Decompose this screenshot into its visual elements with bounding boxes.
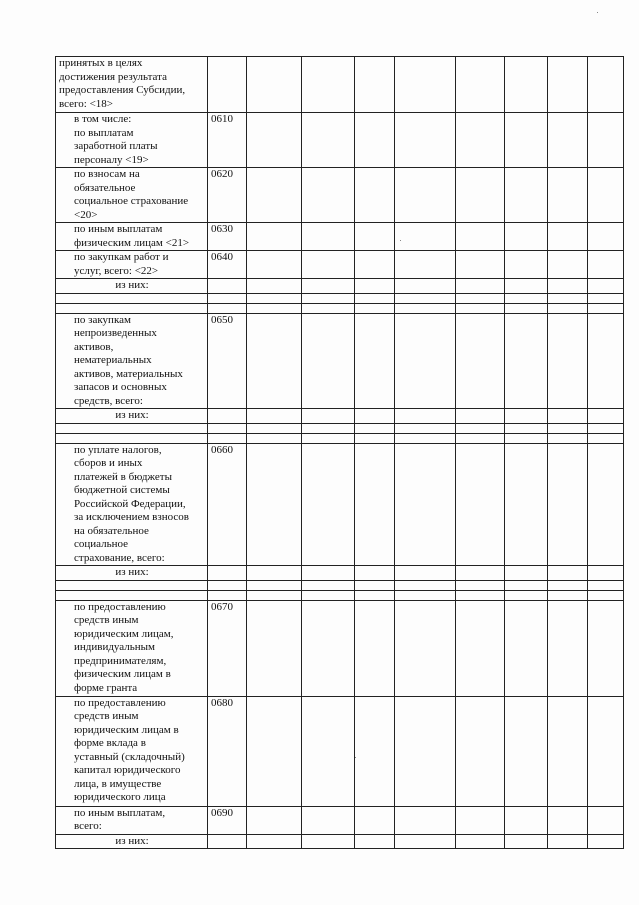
value-cell: [355, 57, 395, 113]
table-row: [56, 834, 624, 849]
value-cell: [302, 590, 355, 600]
table-row: [56, 806, 624, 834]
value-cell: [247, 251, 302, 279]
row-code: 0620: [208, 168, 247, 223]
value-cell: [395, 57, 456, 113]
value-cell: [456, 57, 505, 113]
value-cell: [588, 57, 624, 113]
value-cell: [588, 696, 624, 806]
row-name: из них:: [115, 834, 149, 847]
row-name-cell: [56, 303, 208, 313]
table-row: [56, 423, 624, 433]
value-cell: [355, 293, 395, 303]
value-cell: [395, 566, 456, 581]
value-cell: [588, 834, 624, 849]
row-name: из них:: [115, 279, 149, 291]
value-cell: [302, 313, 355, 409]
value-cell: [456, 590, 505, 600]
row-name-cell: [56, 313, 208, 409]
value-cell: [588, 409, 624, 424]
value-cell: [355, 251, 395, 279]
value-cell: [355, 834, 395, 849]
value-cell: [247, 223, 302, 251]
value-cell: [395, 251, 456, 279]
value-cell: [505, 303, 548, 313]
table-row: [56, 279, 624, 294]
value-cell: [247, 600, 302, 696]
row-code: [208, 57, 247, 113]
value-cell: [355, 590, 395, 600]
value-cell: [588, 580, 624, 590]
row-name-cell: [56, 696, 208, 806]
value-cell: [548, 600, 588, 696]
value-cell: [548, 834, 588, 849]
value-cell: [456, 313, 505, 409]
value-cell: [505, 433, 548, 443]
value-cell: [302, 279, 355, 294]
value-cell: [505, 580, 548, 590]
value-cell: [395, 443, 456, 566]
scan-speck: [597, 12, 598, 13]
row-name-cell: [56, 580, 208, 590]
table-row: [56, 303, 624, 313]
row-code: [208, 293, 247, 303]
table-row: [56, 590, 624, 600]
value-cell: [247, 834, 302, 849]
value-cell: [247, 423, 302, 433]
value-cell: [456, 696, 505, 806]
value-cell: [302, 409, 355, 424]
value-cell: [395, 590, 456, 600]
value-cell: [505, 313, 548, 409]
row-name-cell: [56, 590, 208, 600]
row-name-cell: [56, 113, 208, 168]
value-cell: [302, 566, 355, 581]
value-cell: [247, 313, 302, 409]
value-cell: [395, 293, 456, 303]
value-cell: [456, 303, 505, 313]
row-name: из них:: [115, 409, 149, 421]
value-cell: [355, 433, 395, 443]
value-cell: [395, 168, 456, 223]
value-cell: [505, 168, 548, 223]
scan-speck: [355, 757, 356, 758]
value-cell: [548, 580, 588, 590]
value-cell: [456, 600, 505, 696]
value-cell: [548, 57, 588, 113]
value-cell: [247, 696, 302, 806]
value-cell: [247, 303, 302, 313]
value-cell: [302, 223, 355, 251]
value-cell: [505, 806, 548, 834]
value-cell: [505, 566, 548, 581]
value-cell: [355, 409, 395, 424]
row-name-cell: [56, 223, 208, 251]
value-cell: [395, 313, 456, 409]
value-cell: [247, 113, 302, 168]
value-cell: [548, 433, 588, 443]
value-cell: [548, 409, 588, 424]
row-code: 0680: [208, 696, 247, 806]
value-cell: [588, 566, 624, 581]
value-cell: [505, 223, 548, 251]
value-cell: [395, 423, 456, 433]
value-cell: [247, 806, 302, 834]
value-cell: [548, 443, 588, 566]
value-cell: [302, 806, 355, 834]
value-cell: [548, 696, 588, 806]
value-cell: [505, 600, 548, 696]
value-cell: [505, 696, 548, 806]
row-name: по иным выплатам, всего:: [74, 806, 166, 832]
row-name-cell: [56, 279, 208, 294]
value-cell: [548, 590, 588, 600]
value-cell: [302, 57, 355, 113]
table-row: [56, 293, 624, 303]
row-code: [208, 834, 247, 849]
value-cell: [247, 409, 302, 424]
row-code: [208, 566, 247, 581]
value-cell: [588, 590, 624, 600]
table-row: [56, 57, 624, 113]
row-name-cell: [56, 566, 208, 581]
value-cell: [302, 600, 355, 696]
value-cell: [395, 409, 456, 424]
value-cell: [456, 566, 505, 581]
table-row: [56, 443, 624, 566]
row-name: по взносам на обязательное социальное страхование <20>: [74, 168, 189, 221]
row-name: по предоставлению средств иным юридическим лицам в форме вклада в уставный (складочный) капитал юридического лица, в имуществе юридического лица: [74, 696, 185, 803]
value-cell: [302, 168, 355, 223]
value-cell: [548, 566, 588, 581]
value-cell: [355, 113, 395, 168]
value-cell: [548, 223, 588, 251]
value-cell: [588, 806, 624, 834]
row-name-cell: [56, 433, 208, 443]
value-cell: [588, 423, 624, 433]
value-cell: [548, 293, 588, 303]
value-cell: [505, 443, 548, 566]
value-cell: [355, 303, 395, 313]
value-cell: [302, 113, 355, 168]
row-name-cell: [56, 409, 208, 424]
value-cell: [355, 443, 395, 566]
value-cell: [505, 251, 548, 279]
value-cell: [355, 223, 395, 251]
value-cell: [588, 223, 624, 251]
row-code: [208, 433, 247, 443]
value-cell: [456, 433, 505, 443]
row-name: в том числе: по выплатам заработной платы персоналу <19>: [74, 113, 158, 166]
table-row: [56, 223, 624, 251]
value-cell: [548, 279, 588, 294]
row-name-cell: [56, 293, 208, 303]
value-cell: [247, 590, 302, 600]
value-cell: [548, 423, 588, 433]
value-cell: [355, 696, 395, 806]
row-name: по иным выплатам физическим лицам <21>: [74, 223, 190, 249]
value-cell: [302, 423, 355, 433]
value-cell: [456, 443, 505, 566]
row-name: из них:: [115, 566, 149, 578]
table-row: [56, 600, 624, 696]
table-row: [56, 409, 624, 424]
value-cell: [456, 409, 505, 424]
value-cell: [588, 251, 624, 279]
value-cell: [505, 113, 548, 168]
value-cell: [302, 834, 355, 849]
value-cell: [588, 293, 624, 303]
table-row: [56, 433, 624, 443]
value-cell: [355, 423, 395, 433]
value-cell: [548, 113, 588, 168]
value-cell: [247, 580, 302, 590]
row-name-cell: [56, 600, 208, 696]
row-name: по закупкам работ и услуг, всего: <22>: [74, 251, 169, 277]
value-cell: [395, 303, 456, 313]
value-cell: [302, 251, 355, 279]
row-code: 0610: [208, 113, 247, 168]
value-cell: [247, 443, 302, 566]
value-cell: [456, 806, 505, 834]
row-code: [208, 590, 247, 600]
value-cell: [548, 303, 588, 313]
value-cell: [395, 433, 456, 443]
value-cell: [588, 600, 624, 696]
value-cell: [548, 313, 588, 409]
row-code: [208, 303, 247, 313]
value-cell: [247, 168, 302, 223]
value-cell: [456, 223, 505, 251]
value-cell: [355, 279, 395, 294]
value-cell: [588, 303, 624, 313]
value-cell: [247, 57, 302, 113]
value-cell: [456, 113, 505, 168]
value-cell: [456, 423, 505, 433]
value-cell: [588, 279, 624, 294]
value-cell: [456, 293, 505, 303]
value-cell: [395, 279, 456, 294]
value-cell: [505, 293, 548, 303]
row-code: [208, 409, 247, 424]
value-cell: [395, 113, 456, 168]
value-cell: [247, 566, 302, 581]
value-cell: [247, 433, 302, 443]
value-cell: [548, 806, 588, 834]
row-code: 0660: [208, 443, 247, 566]
row-code: 0630: [208, 223, 247, 251]
row-name-cell: [56, 423, 208, 433]
row-code: 0640: [208, 251, 247, 279]
value-cell: [505, 409, 548, 424]
row-name-cell: [56, 168, 208, 223]
row-name-cell: [56, 57, 208, 113]
row-code: [208, 279, 247, 294]
table-row: [56, 168, 624, 223]
value-cell: [395, 580, 456, 590]
table-row: [56, 113, 624, 168]
value-cell: [395, 696, 456, 806]
value-cell: [505, 423, 548, 433]
value-cell: [302, 696, 355, 806]
value-cell: [247, 293, 302, 303]
scan-speck: [400, 240, 401, 241]
value-cell: [302, 303, 355, 313]
table-row: [56, 566, 624, 581]
value-cell: [302, 293, 355, 303]
value-cell: [456, 834, 505, 849]
value-cell: [302, 443, 355, 566]
value-cell: [588, 168, 624, 223]
value-cell: [456, 279, 505, 294]
row-name-cell: [56, 806, 208, 834]
value-cell: [355, 600, 395, 696]
row-code: 0690: [208, 806, 247, 834]
table-row: [56, 313, 624, 409]
value-cell: [395, 834, 456, 849]
value-cell: [588, 113, 624, 168]
value-cell: [395, 223, 456, 251]
value-cell: [548, 251, 588, 279]
value-cell: [456, 251, 505, 279]
value-cell: [505, 834, 548, 849]
value-cell: [302, 580, 355, 590]
value-cell: [505, 279, 548, 294]
row-code: [208, 580, 247, 590]
value-cell: [588, 443, 624, 566]
value-cell: [247, 279, 302, 294]
row-name-cell: [56, 251, 208, 279]
row-code: [208, 423, 247, 433]
row-name-cell: [56, 443, 208, 566]
row-name: по закупкам непроизведенных активов, нематериальных активов, материальных запасов и основных средств, всего:: [74, 313, 183, 407]
value-cell: [505, 590, 548, 600]
value-cell: [355, 580, 395, 590]
row-name: принятых в целях достижения результата предоставления Субсидии, всего: <18>: [59, 57, 186, 110]
value-cell: [302, 433, 355, 443]
value-cell: [588, 313, 624, 409]
table-row: [56, 696, 624, 806]
row-code: 0670: [208, 600, 247, 696]
value-cell: [355, 313, 395, 409]
table-row: [56, 251, 624, 279]
row-code: 0650: [208, 313, 247, 409]
value-cell: [355, 566, 395, 581]
table-row: [56, 580, 624, 590]
value-cell: [395, 806, 456, 834]
value-cell: [505, 57, 548, 113]
value-cell: [548, 168, 588, 223]
row-name: по уплате налогов, сборов и иных платежей в бюджеты бюджетной системы Российской Федерации, за исключением взносов на обязательное социальное страхование, всего:: [74, 443, 189, 564]
value-cell: [395, 600, 456, 696]
value-cell: [456, 168, 505, 223]
value-cell: [588, 433, 624, 443]
subsidy-expenses-table: [55, 56, 624, 849]
value-cell: [355, 806, 395, 834]
value-cell: [456, 580, 505, 590]
row-name: по предоставлению средств иным юридическим лицам, индивидуальным предпринимателям, физическим лицам в форме гранта: [74, 600, 174, 694]
row-name-cell: [56, 834, 208, 849]
value-cell: [355, 168, 395, 223]
